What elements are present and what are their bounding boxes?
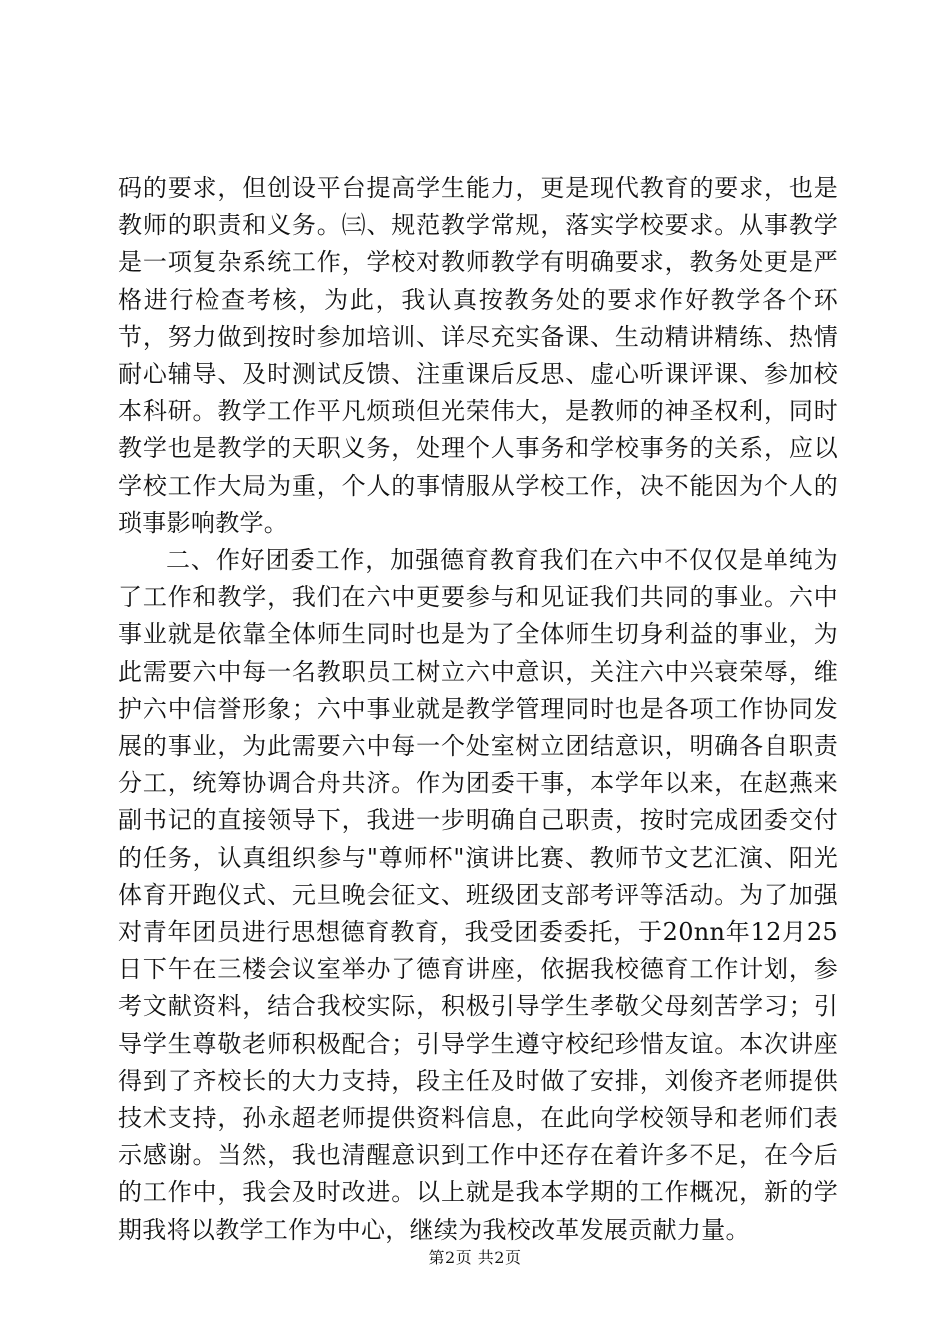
page-number-footer: 第2页 共2页 xyxy=(428,1248,522,1267)
paragraph-teaching-requirements: 码的要求，但创设平台提高学生能力，更是现代教育的要求，也是教师的职责和义务。㈢、规范教学常规，落实学校要求。从事教学是一项复杂系统工作，学校对教师教学有明确要求，教务处更是严格进行检查考核，为此，我认真按教务处的要求作好教学各个环节，努力做到按时参加培训、详尽充实备课、生动精讲精练、热情耐心辅导、及时测试反馈、注重课后反思、虚心听课评课、参加校本科研。教学工作平凡烦琐但光荣伟大，是教师的神圣权利，同时教学也是教学的天职义务，处理个人事务和学校事务的关系，应以学校工作大局为重，个人的事情服从学校工作，决不能因为个人的琐事影响教学。 xyxy=(118,174,838,537)
paragraph-youth-league-work: 二、作好团委工作，加强德育教育我们在六中不仅仅是单纯为了工作和教学，我们在六中更要参与和见证我们共同的事业。六中事业就是依靠全体师生同时也是为了全体师生切身利益的事业，为此需要六中每一名教职员工树立六中意识，关注六中兴衰荣辱，维护六中信誉形象；六中事业就是教学管理同时也是各项工作协同发展的事业，为此需要六中每一个处室树立团结意识，明确各自职责分工，统筹协调合舟共济。作为团委干事，本学年以来，在赵燕来副书记的直接领导下，我进一步明确自己职责，按时完成团委交付的任务，认真组织参与"尊师杯"演讲比赛、教师节文艺汇演、阳光体育开跑仪式、元旦晚会征文、班级团支部考评等活动。为了加强对青年团员进行思想德育教育，我受团委委托，于20nn年12月25日下午在三楼会议室举办了德育讲座，依据我校德育工作计划，参考文献资料，结合我校实际，积极引导学生孝敬父母刻苦学习；引导学生尊敬老师积极配合；引导学生遵守校纪珍惜友谊。本次讲座得到了齐校长的大力支持，段主任及时做了安排，刘俊齐老师提供技术支持，孙永超老师提供资料信息，在此向学校领导和老师们表示感谢。当然，我也清醒意识到工作中还存在着许多不足，在今后的工作中，我会及时改进。以上就是我本学期的工作概况，新的学期我将以教学工作为中心，继续为我校改革发展贡献力量。 xyxy=(118,546,838,1244)
document-body xyxy=(118,170,838,1249)
